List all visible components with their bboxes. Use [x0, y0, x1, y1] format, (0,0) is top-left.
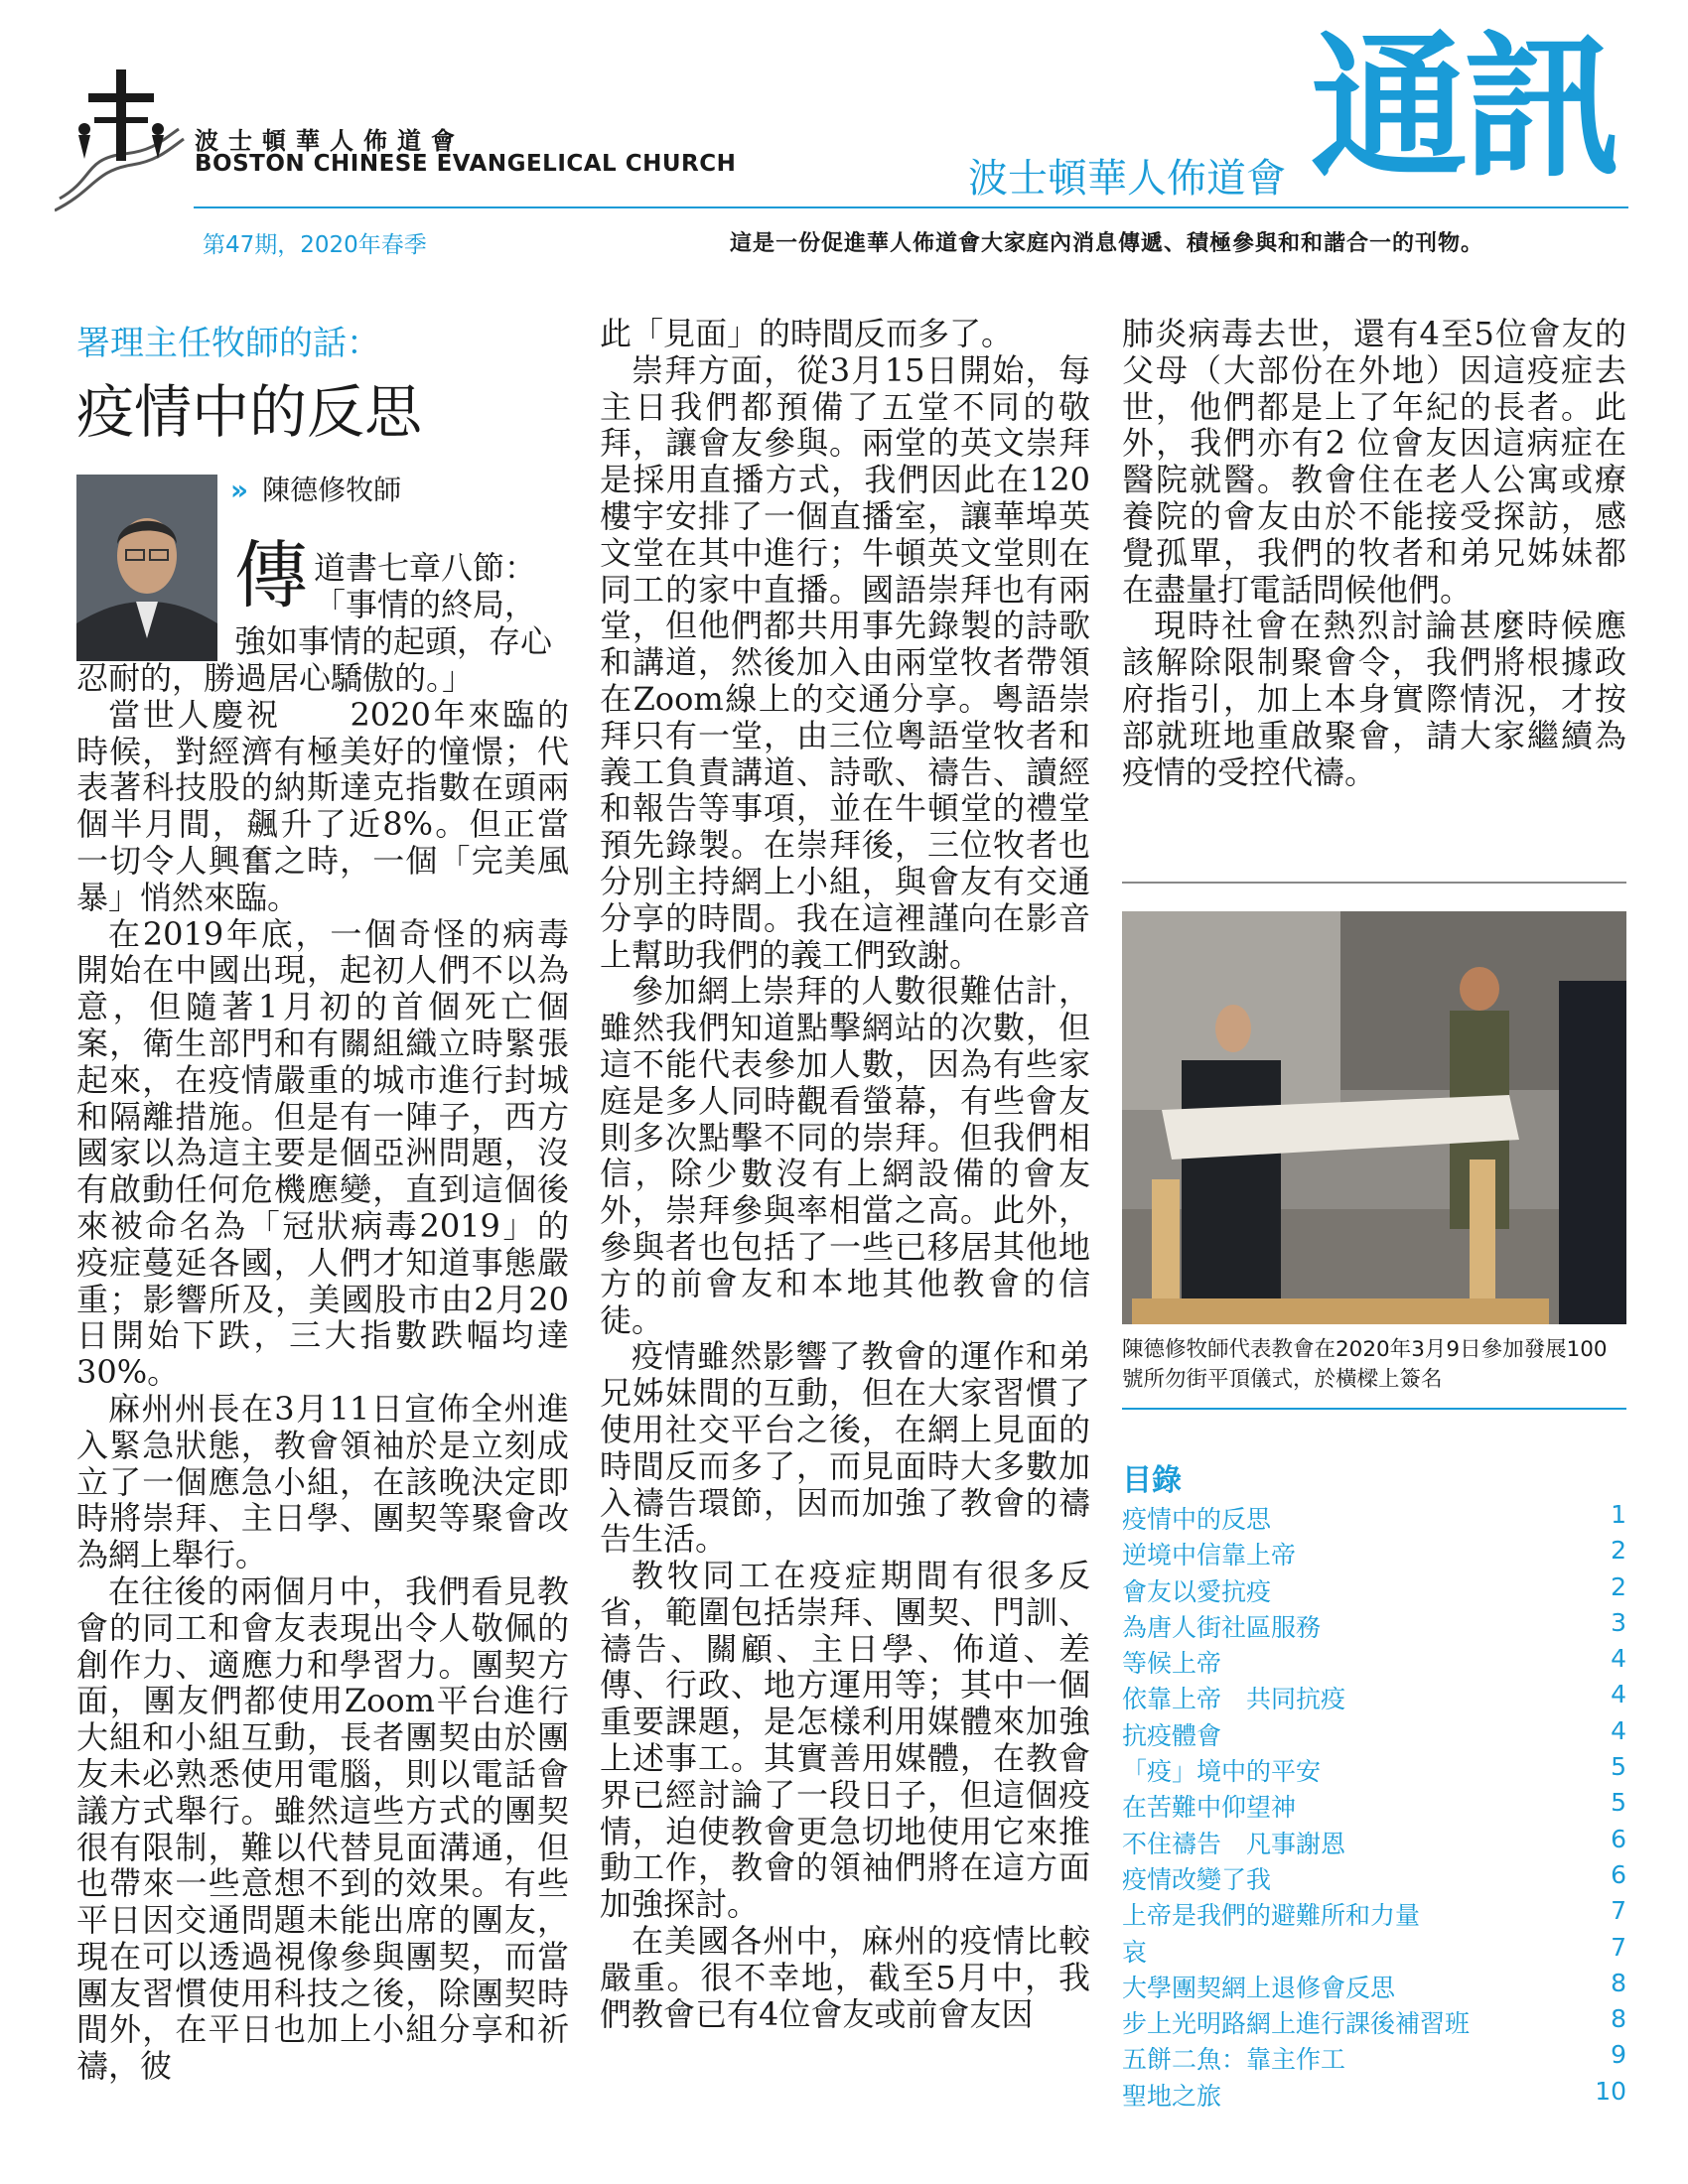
toc-item-title: 聖地之旅 [1122, 2081, 1222, 2111]
toc-item-title: 會友以愛抗疫 [1122, 1576, 1272, 1606]
masthead-divider [194, 206, 1628, 208]
event-photo [1122, 911, 1626, 1324]
toc-item[interactable] [1122, 1896, 1626, 1932]
toc-item-page: 4 [1611, 1715, 1626, 1745]
toc-item-title: 疫情改變了我 [1122, 1864, 1272, 1894]
toc-item-page: 9 [1611, 2040, 1626, 2070]
paragraph: 肺炎病毒去世，還有4至5位會友的父母（大部份在外地）因這疫症去世，他們都是上了年紀的長者。此外，我們亦有2 位會友因這病症在醫院就醫。教會住在老人公寓或療養院的會友由於不能接受探訪，感覺孤單，我們的牧者和弟兄姊妹都在盡量打電話問候他們。 [1122, 315, 1626, 609]
paragraph: 在2019年底，一個奇怪的病毒開始在中國出現，起初人們不以為意，但隨著1月初的首個死亡個案，衛生部門和有關組織立時緊張起來，在疫情嚴重的城市進行封城和隔離措施。但是有一陣子，西方國家以為這主要是個亞洲問題，沒有啟動任何危機應變，直到這個後來被命名為「冠狀病毒2019」的疫症蔓延各國，人們才知道事態嚴重；影響所及，美國股市由2月20日開始下跌，三大指數跌幅均達 30%。 [76, 914, 569, 1392]
toc-item-title: 大學團契網上退修會反思 [1122, 1973, 1396, 2002]
toc-item[interactable] [1122, 1608, 1626, 1644]
toc-item[interactable] [1122, 2040, 1626, 2076]
paragraph: 崇拜方面，從3月15日開始，每主日我們都預備了五堂不同的敬拜，讓會友參與。兩堂的英文崇拜是採用直播方式，我們因此在120樓宇安排了一個直播室，讓華埠英文堂在其中進行；牛頓英文堂則在同工的家中直播。國語崇拜也有兩堂，但他們都共用事先錄製的詩歌和講道，然後加入由兩堂牧者帶領在Zoom線上的交通分享。粵語崇拜只有一堂，由三位粵語堂牧者和義工負責講道、詩歌、禱告、讀經和報告等事項，並在牛頓堂的禮堂預先錄製。在崇拜後，三位牧者也分別主持網上小組，與會友有交通分享的時間。我在這裡謹向在影音上幫助我們的義工們致謝。 [600, 350, 1090, 974]
toc-item-page: 7 [1611, 1932, 1626, 1962]
toc-item-title: 等候上帝 [1122, 1649, 1222, 1679]
toc-item-title: 抗疫體會 [1122, 1720, 1222, 1750]
toc-item-page: 7 [1611, 1896, 1626, 1926]
paragraph: 當世人慶祝 2020年來臨的時候，對經濟有極美好的憧憬；代表著科技股的納斯達克指數在頭兩個半月間，飆升了近8%。但正當一切令人興奮之時，一個「完美風暴」悄然來臨。 [76, 695, 569, 916]
paragraph: 麻州州長在3月11日宣佈全州進入緊急狀態，教會領袖於是立刻成立了一個應急小組，在該晚決定即時將崇拜、主日學、團契等聚會改為網上舉行。 [76, 1389, 569, 1574]
toc-item-page: 3 [1611, 1607, 1626, 1637]
article-kicker: 署理主任牧師的話： [76, 324, 380, 363]
dropcap-line: 道書七章八節： [314, 549, 537, 587]
toc-divider [1122, 1408, 1626, 1410]
byline-author: 陳德修牧師 [262, 474, 402, 506]
toc-item-title: 五餅二魚：靠主作工 [1122, 2045, 1346, 2075]
toc-item-title: 逆境中信靠上帝 [1122, 1541, 1297, 1570]
toc-item-title: 不住禱告 凡事謝恩 [1122, 1829, 1346, 1858]
author-photo [76, 475, 217, 661]
toc-item[interactable] [1122, 1500, 1626, 1536]
article-column-3 [1122, 316, 1626, 790]
toc-item-page: 6 [1611, 1859, 1626, 1889]
byline-marker: » [230, 474, 249, 506]
article-column-2 [600, 316, 1090, 2032]
toc-item[interactable] [1122, 2004, 1626, 2040]
toc-item-page: 4 [1611, 1644, 1626, 1674]
toc-item[interactable] [1122, 1825, 1626, 1860]
paragraph: 在美國各州中，麻州的疫情比較嚴重。很不幸地，截至5月中，我們教會已有4位會友或前會友因 [600, 1922, 1090, 2033]
toc-item[interactable] [1122, 1860, 1626, 1896]
toc-item-page: 8 [1611, 2004, 1626, 2034]
toc-title: 目錄 [1122, 1463, 1182, 1498]
toc-item[interactable] [1122, 1644, 1626, 1680]
toc-item-title: 為唐人街社區服務 [1122, 1612, 1322, 1642]
toc-item[interactable] [1122, 1969, 1626, 2004]
toc-item-title: 依靠上帝 共同抗疫 [1122, 1685, 1346, 1714]
toc-item-page: 6 [1611, 1824, 1626, 1853]
toc-item[interactable] [1122, 2077, 1626, 2113]
paragraph: 此「見面」的時間反而多了。 [600, 315, 1014, 352]
toc-item-page: 2 [1611, 1536, 1626, 1566]
paragraph: 參加網上崇拜的人數很難估計，雖然我們知道點擊網站的次數，但這不能代表參加人數，因為有些家庭是多人同時觀看螢幕，有些會友則多次點擊不同的崇拜。但我們相信，除少數沒有上網設備的會友外，崇拜參與率相當之高。此外，參與者也包括了一些已移居其他地方的前會友和本地其他教會的信徒。 [600, 972, 1090, 1339]
issue-info: 第47期，2020年春季 [203, 232, 427, 258]
toc-item-title: 疫情中的反思 [1122, 1505, 1272, 1534]
dropcap-line: 「事情的終局， [314, 586, 537, 623]
toc-item[interactable] [1122, 1536, 1626, 1571]
toc-item-page: 2 [1611, 1571, 1626, 1601]
toc-item-page: 10 [1595, 2076, 1626, 2106]
toc-item-title: 「疫」境中的平安 [1122, 1757, 1322, 1787]
toc-item[interactable] [1122, 1933, 1626, 1969]
article-column-1 [76, 660, 569, 2085]
toc-item-title: 上帝是我們的避難所和力量 [1122, 1901, 1421, 1931]
toc-item-page: 8 [1611, 1968, 1626, 1997]
article-headline: 疫情中的反思 [76, 378, 423, 446]
masthead-org-name: 波士頓華人佈道會 [968, 156, 1286, 202]
paragraph: 現時社會在熱烈討論甚麼時候應該解除限制聚會令，我們將根據政府指引，加上本身實際情況，才按部就班地重啟聚會，請大家繼續為疫情的受控代禱。 [1122, 607, 1626, 791]
table-of-contents [1122, 1500, 1626, 2113]
org-name-zh: 波士頓華人佈道會 [195, 127, 465, 155]
newsletter-title: 通訊 [1311, 17, 1617, 200]
tagline: 這是一份促進華人佈道會大家庭內消息傳遞、積極參與和和諧合一的刊物。 [730, 231, 1484, 256]
dropcap-line: 強如事情的起頭，存心 [234, 622, 553, 660]
byline [230, 469, 401, 508]
toc-item-page: 5 [1611, 1752, 1626, 1782]
column-divider [1122, 882, 1626, 884]
toc-item-title: 步上光明路網上進行課後補習班 [1122, 2009, 1471, 2039]
toc-item-title: 在苦難中仰望神 [1122, 1793, 1297, 1823]
toc-item-title: 哀 [1122, 1937, 1148, 1967]
toc-item[interactable] [1122, 1680, 1626, 1715]
paragraph: 教牧同工在疫症期間有很多反省，範圍包括崇拜、團契、門訓、禱告、關顧、主日學、佈道、差傳、行政、地方運用等；其中一個重要課題，是怎樣利用媒體來加強上述事工。其實善用媒體，在教會界已經討論了一段日子，但這個疫情，迫使教會更急切地使用它來推動工作，教會的領袖們將在這方面加強探討。 [600, 1557, 1090, 1924]
toc-item-page: 5 [1611, 1788, 1626, 1818]
org-name-en: BOSTON CHINESE EVANGELICAL CHURCH [195, 151, 737, 177]
paragraph: 忍耐的，勝過居心驕傲的。」 [76, 659, 475, 697]
toc-item[interactable] [1122, 1572, 1626, 1608]
photo-caption: 陳德修牧師代表教會在2020年3月9日參加發展100號所勿街平頂儀式，於橫樑上簽名 [1122, 1337, 1608, 1392]
paragraph: 在往後的兩個月中，我們看見教會的同工和會友表現出令人敬佩的創作力、適應力和學習力。團契方面，團友們都使用Zoom平台進行大組和小組互動，長者團契由於團友未必熟悉使用電腦，則以電話會議方式舉行。雖然這些方式的團契很有限制，難以代替見面溝通，但也帶來一些意想不到的效果。有些平日因交通問題未能出席的團友，現在可以透過視像參與團契，而當團友習慣使用科技之後，除團契時間外，在平日也加上小組分享和祈禱，彼 [76, 1571, 569, 2086]
toc-item[interactable] [1122, 1716, 1626, 1752]
toc-item[interactable] [1122, 1788, 1626, 1824]
toc-item-page: 1 [1611, 1500, 1626, 1529]
church-logo [55, 60, 194, 218]
toc-item[interactable] [1122, 1752, 1626, 1788]
paragraph: 疫情雖然影響了教會的運作和弟兄姊妹間的互動，但在大家習慣了使用社交平台之後，在網上見面的時間反而多了，而見面時大多數加入禱告環節，因而加強了教會的禱告生活。 [600, 1337, 1090, 1559]
drop-cap: 傳 [234, 533, 308, 618]
toc-item-page: 4 [1611, 1680, 1626, 1709]
